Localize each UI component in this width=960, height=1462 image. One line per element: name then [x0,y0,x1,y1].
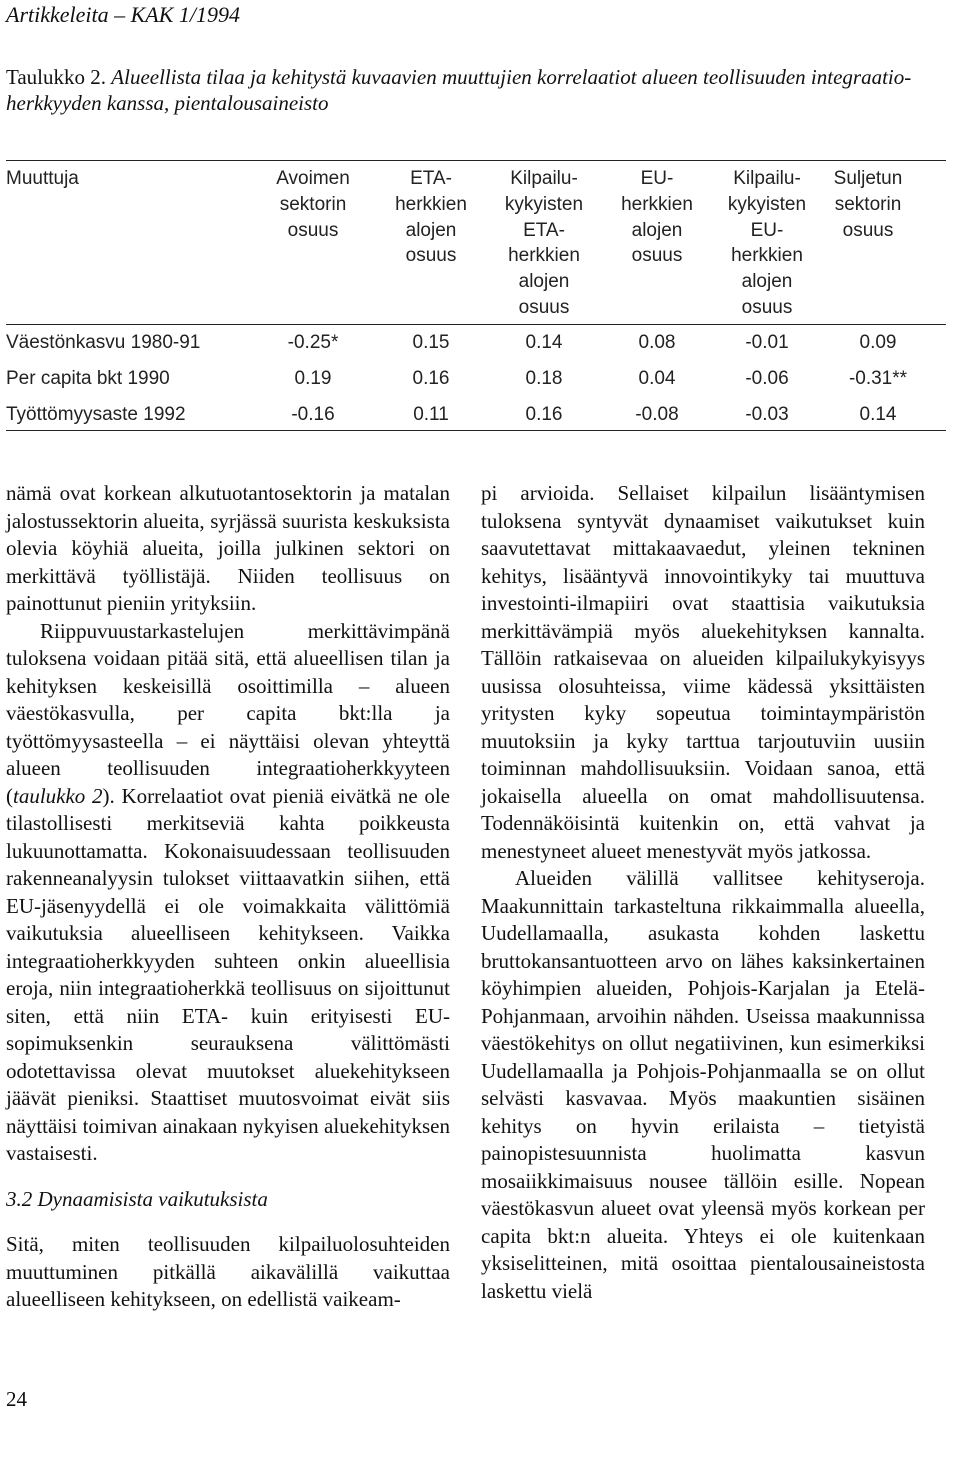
table-column-header: Avoimen sektorin osuus [276,168,350,241]
paragraph: Riippuvuustarkastelujen merkittävimpänä tuloksena voidaan pitää sitä, että alueellisen tilan ja kehityksen keskeisillä osoittimilla – alueen väestökasvulla, per capita bkt:lla ja työttömyysasteella – ei näyttäisi olevan yhteyttä alueen teollisuuden integraatioherkkyyteen (taulukko 2). Korrelaatiot ovat pieniä eivätkä ne ole tilastollisesti merkitseviä kahta poikkeusta lukuunottamatta. Kokonaisuudessaan teollisuuden rakenneanalyysin tulokset viittaavatkin siihen, että EU-jäsenyydellä ei ole voimakkaita välittömiä vaikutuksia alueelliseen kehitykseen. Vaikka integraatioherkkyyden suhteen onkin alueellisia eroja, niin integraatioherkkä teollisuus on sijoittunut siten, että niin ETA- kuin erityisesti EU-sopimuksenkin seurauksena välittömästi odotettavissa olevat muutokset aluekehitykseen jäävät pieniksi. Staattiset muutosvoimat eivät siis näyttäisi toimivan ainakaan nykyisen aluekehityksen vastaisesti. [6,618,450,1165]
paragraph: pi arvioida. Sellaiset kilpailun lisääntymisen tuloksena syntyvät dynaamiset vaikutukset kuin saavutettavat mittakaavaedut, yleinen tekninen kehitys, lisääntyvä innovointikyky tai muuttuva investointi-ilmapiiri ovat staattisia vaikutuksia merkittävämpiä myös aluekehityksen kannalta. Tällöin ratkaisevaa on alueiden kilpailukykyisyys uusissa olosuhteissa, viime kädessä yksittäisten yritysten kyky sopeutua toimintaympäristön muutoksiin ja kyky tarttua tarjoutuviin uusiin toiminnan mahdollisuuksiin. Voidaan sanoa, että jokaisella alueella on omat mahdollisuutensa. Todennäköisintä kuitenkin on, että vahvat ja menestyneet alueet menestyvät myös jatkossa. [481,481,925,863]
table-column-header: Kilpailu- kykyisten EU- herkkien alojen osuus [727,168,807,318]
table-cell: -0.06 [745,368,789,389]
paragraph: nämä ovat korkean alkutuotantosektorin ja matalan jalostussektorin alueita, syrjässä suurista keskuksista olevia köyhiä alueita, joilla julkinen sektori on merkittävä työllistäjä. Niiden teollisuus on painottunut pieniin yrityksiin. [6,481,450,615]
table-cell: 0.14 [525,332,563,353]
table-row [6,402,946,428]
table-cell: -0.31** [848,368,908,389]
left-text-column [6,480,450,1314]
table-reference: taulukko 2 [13,783,103,808]
table-column-header: Kilpailu- kykyisten ETA- herkkien alojen osuus [504,168,584,318]
table-top-rule [6,160,946,161]
section-heading: 3.2 Dynaamisista vaikutuksista [6,1186,268,1211]
table-cell: 0.16 [412,368,450,389]
right-text-column [481,480,925,1305]
table-cell: -0.16 [291,404,335,425]
table-row [6,330,946,356]
table-cell: -0.08 [635,404,679,425]
running-head: Artikkeleita – KAK 1/1994 [6,2,241,27]
table-caption [6,64,946,116]
table-cell: -0.25* [287,332,339,353]
table-cell: 0.15 [412,332,450,353]
table-bottom-rule [6,430,946,431]
paragraph: Alueiden välillä vallitsee kehityseroja. Maakunnittain tarkasteltuna rikkaimmalla alueella, Uudellamaalla, asukasta kohden laskettu bruttokansantuotteen arvo on lähes kaksinkertainen köyhimpien alueiden, Pohjois-Karjalan ja Etelä-Pohjanmaan, arvoihin nähden. Useissa maakunnissa väestökehitys on ollut negatiivinen, kun esimerkiksi Uudellamaalla ja Pohjois-Pohjanmaalla se on ollut selvästi kasvavaa. Myös maakuntien sisäinen kehitys on hyvin erilaista – tietyistä painopistesuunnista huolimatta kasvun mosaiikkimaisuus nousee tällöin esille. Nopean väestökasvun alueet ovat yleensä myös korkean per capita bkt:n alueita. Yhteys ei ole kuitenkaan yksiselitteinen, mitä osoittaa pientalousaineistosta laskettu vielä [481,866,925,1303]
table-cell: 0.08 [638,332,676,353]
table-cell: 0.14 [859,404,897,425]
table-caption-label: Taulukko 2. [6,65,107,89]
table-row-label: Per capita bkt 1990 [6,368,170,389]
table-row-header: Muuttuja [6,168,79,189]
table-column-header: ETA- herkkien alojen osuus [395,168,467,267]
table-caption-text: Alueellista tilaa ja kehitystä kuvaavien muuttujien korrelaatiot alueen teollisuuden integraatio-herkkyyden kanssa, pientalousaineisto [6,65,912,115]
table-cell: 0.19 [294,368,332,389]
table-row-label: Työttömyysaste 1992 [6,404,186,425]
page-number: 24 [6,1387,27,1411]
table-header-rule [6,324,946,325]
table-column-header: Suljetun sektorin osuus [833,168,903,241]
table-row-label: Väestönkasvu 1980-91 [6,332,201,353]
table-cell: 0.18 [525,368,563,389]
table-cell: -0.03 [745,404,789,425]
table-cell: 0.09 [859,332,897,353]
table-cell: 0.16 [525,404,563,425]
table-cell: 0.11 [413,404,449,425]
paragraph: Sitä, miten teollisuuden kilpailuolosuhteiden muuttuminen pitkällä aikavälillä vaikuttaa alueelliseen kehitykseen, on edellistä vaikeam- [6,1232,450,1311]
table-row [6,366,946,392]
table-cell: 0.04 [638,368,676,389]
table-cell: -0.01 [745,332,789,353]
table-column-header: EU- herkkien alojen osuus [621,168,693,267]
